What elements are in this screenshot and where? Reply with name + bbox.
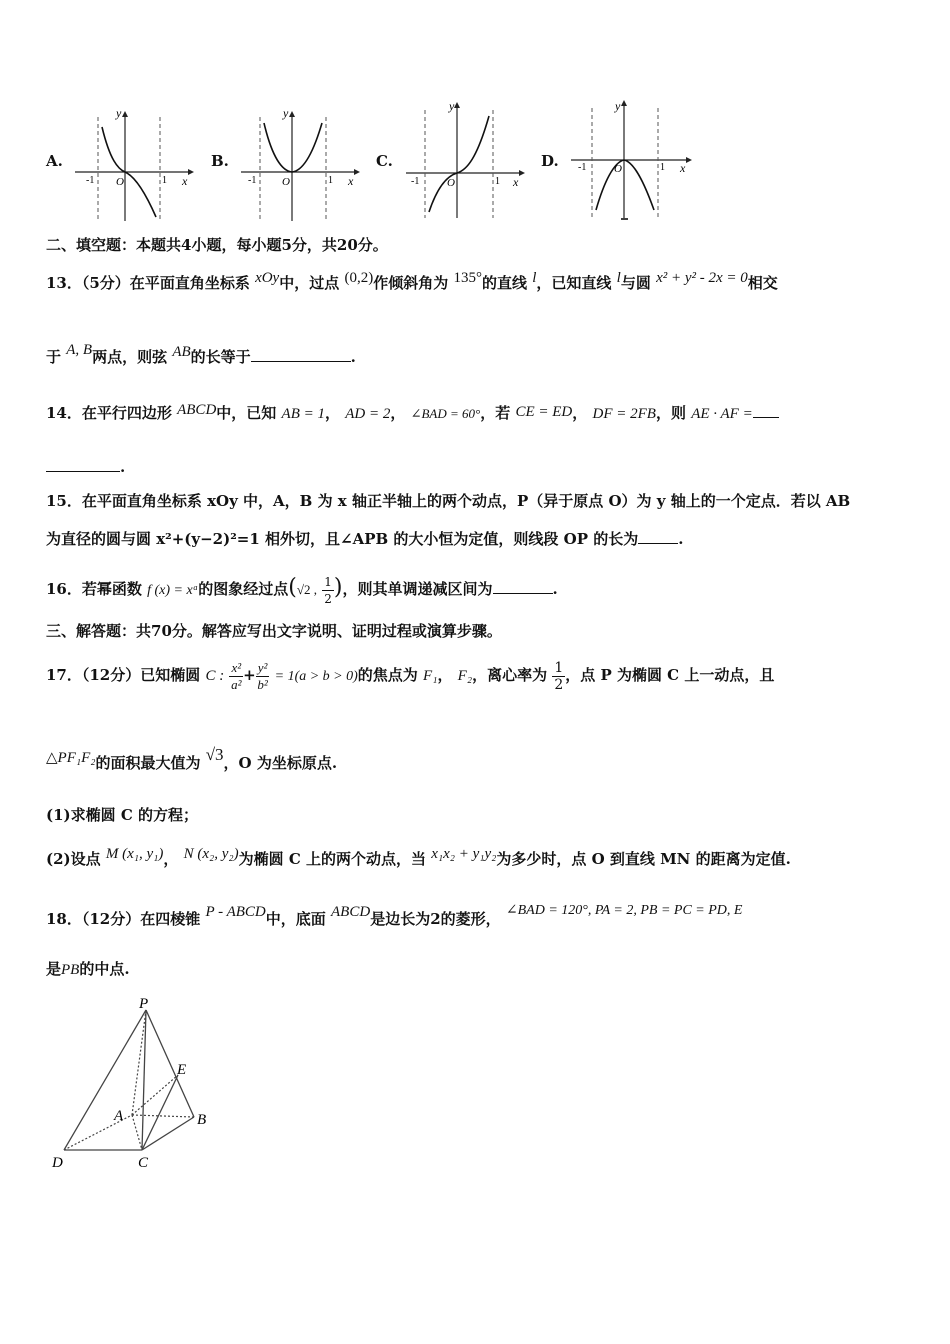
answer-blank[interactable] — [638, 529, 678, 544]
tick-neg1: -1 — [248, 175, 257, 186]
y-axis-label: y — [449, 100, 455, 113]
question-13-line-2: 于 A, B两点，则弦 AB的长等于 . — [46, 342, 356, 366]
question-15-line-2: 为直径的圆与圆 x²+(y−2)²=1 相外切，且∠APB 的大小恒为定值，则线段 OP 的长为 . — [46, 530, 684, 548]
answer-blank[interactable] — [46, 457, 120, 472]
vertex-d-label: D — [52, 1155, 63, 1171]
vertex-b-label: B — [197, 1112, 207, 1128]
question-16: 16．若幂函数 f (x) = xᵃ的图象经过点(√2 , $\frac{1}{2}$ )，则其单调递减区间为 . — [46, 574, 558, 606]
question-18-line-2: 是PB的中点. — [46, 960, 130, 978]
question-17-part-1: (1)求椭圆 C 的方程； — [46, 806, 199, 824]
question-15-line-1: 15．在平面直角坐标系 xOy 中，A，B 为 x 轴正半轴上的两个动点，P（异于原点 O）为 y 轴上的一个定点．若以 AB — [46, 492, 851, 510]
x-axis-label: x — [348, 174, 354, 188]
option-a-label: A. — [46, 152, 63, 170]
question-17-part-2: (2)设点 M (x₁, y₁)， N (x₂, y₂)为椭圆 C 上的两个动点，当 x₁x₂ + y₁y₂为多少时，点 O 到直线 MN 的距离为定值. — [46, 846, 791, 868]
origin-label: O — [614, 163, 622, 175]
question-17-line-2: △PF₁F₂的面积最大值为 √3，O 为坐标原点. — [46, 745, 338, 772]
fraction: $\frac{1}{2}$ — [554, 659, 564, 693]
tick-pos1: 1 — [328, 175, 333, 186]
tick-neg1: -1 — [578, 162, 587, 173]
fraction: $\frac{\text{y²}}{\text{b²}}$ — [257, 659, 268, 692]
option-c-label: C. — [376, 152, 393, 170]
tick-pos1: 1 — [495, 176, 500, 187]
answer-blank[interactable] — [251, 347, 351, 362]
fraction: $\frac{1}{2}$ — [324, 574, 332, 606]
y-axis-label: y — [615, 99, 621, 113]
question-17-line-1: 17．（12分）已知椭圆 C : $\frac{\text{x²}}{\text{a²}}$ + $\frac{\text{y²}}{\text{b²}}$ = 1(a > b > 0)的焦点为 F₁， F₂，离心率为 $\frac{1}{2}$ ，点 P 为椭圆 C 上一动点，且 — [46, 659, 775, 693]
question-13-line-1: 13．（5分）在平面直角坐标系 xOy中，过点 (0,2)作倾斜角为 135°的直线 l，已知直线 l与圆 x² + y² - 2x = 0相交 — [46, 270, 778, 292]
option-b-graph — [236, 105, 366, 223]
question-14-line-2: . — [46, 456, 125, 478]
section-2-title: 二、填空题：本题共4小题，每小题5分，共20分。 — [46, 236, 388, 254]
vertex-c-label: C — [138, 1155, 149, 1171]
x-axis-label: x — [513, 175, 519, 189]
vertex-p-label: P — [139, 996, 149, 1012]
y-axis-label: y — [116, 106, 122, 120]
origin-label: O — [282, 176, 290, 188]
option-a-graph — [70, 105, 200, 223]
answer-blank[interactable] — [753, 403, 779, 418]
x-axis-label: x — [680, 161, 686, 175]
option-b-label: B. — [211, 152, 229, 170]
pyramid-diagram — [44, 990, 224, 1175]
origin-label: O — [447, 177, 455, 189]
answer-blank[interactable] — [493, 579, 553, 594]
y-axis-label: y — [283, 106, 289, 120]
question-18-line-1: 18．（12分）在四棱锥 P - ABCD中，底面 ABCD是边长为2的菱形， ∠BAD = 120°, PA = 2, PB = PC = PD, E — [46, 903, 743, 928]
tick-neg1: -1 — [411, 176, 420, 187]
tick-neg1: -1 — [86, 175, 95, 186]
vertex-a-label: A — [114, 1108, 124, 1124]
x-axis-label: x — [182, 174, 188, 188]
fraction: $\frac{\text{x²}}{\text{a²}}$ — [231, 659, 242, 692]
origin-label: O — [116, 176, 124, 188]
section-3-title: 三、解答题：共70分。解答应写出文字说明、证明过程或演算步骤。 — [46, 622, 502, 640]
option-d-graph — [566, 98, 698, 222]
tick-pos1: 1 — [162, 175, 167, 186]
option-c-graph — [401, 100, 531, 222]
vertex-e-label: E — [177, 1062, 187, 1078]
option-d-label: D. — [541, 152, 559, 170]
tick-pos1: 1 — [660, 162, 665, 173]
question-14-line-1: 14．在平行四边形 ABCD中，已知 AB = 1， AD = 2， ∠BAD = 60°，若 CE = ED， DF = 2FB，则 AE · AF = — [46, 402, 779, 425]
